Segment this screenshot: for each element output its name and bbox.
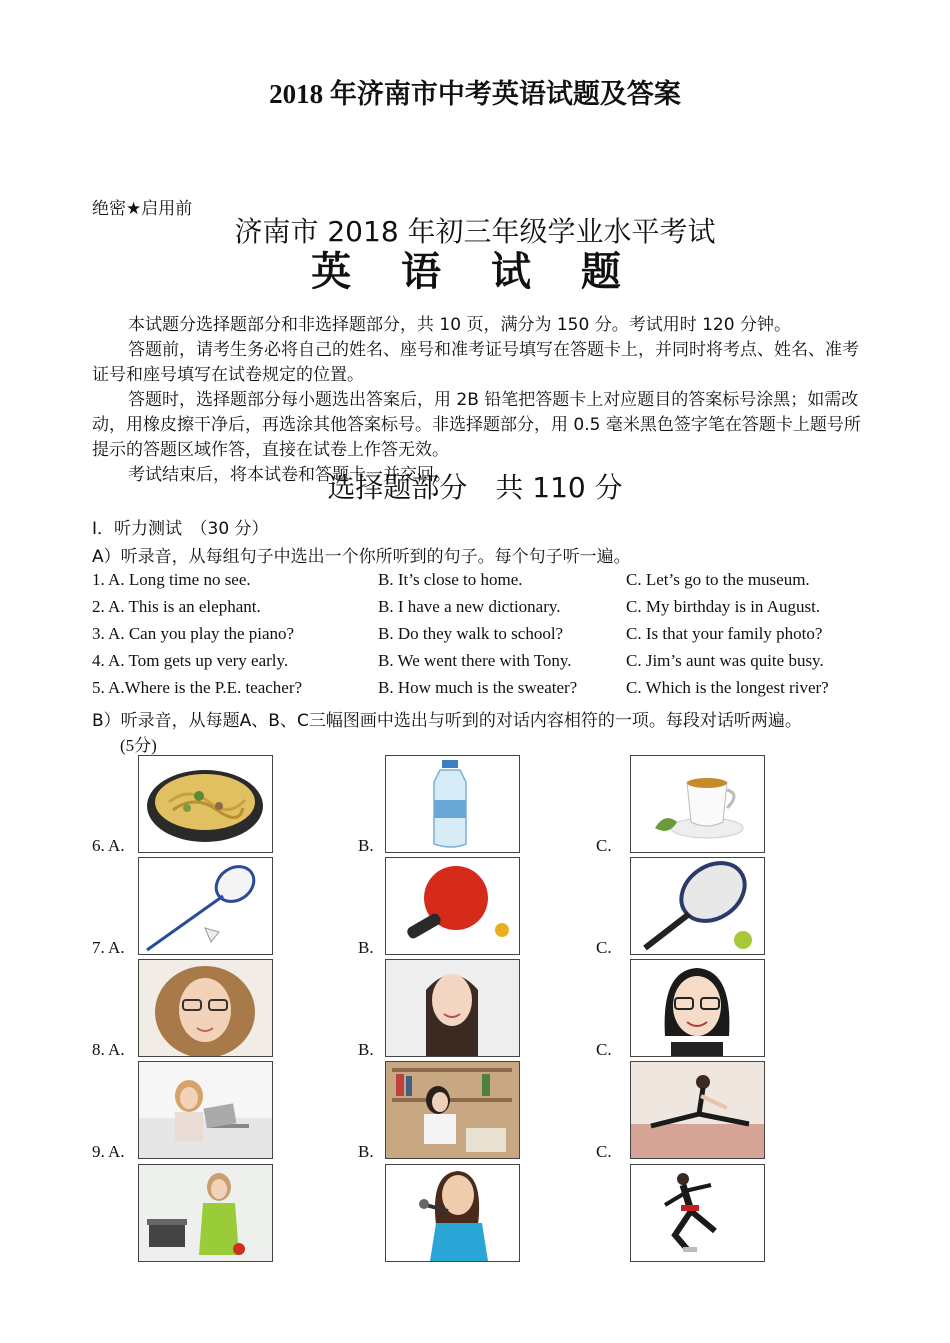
option-a: 5. A.Where is the P.E. teacher? — [92, 678, 303, 697]
long-hair-woman-icon — [385, 959, 520, 1057]
question-number: 7. A. — [92, 938, 125, 957]
girl-reading-icon — [385, 1061, 520, 1159]
option-c: C. Which is the longest river? — [626, 678, 829, 697]
question-number: 9. A. — [92, 1142, 125, 1161]
option-c: C. My birthday is in August. — [626, 597, 821, 616]
girl-singing-icon — [385, 1164, 520, 1262]
option-a: 2. A. This is an elephant. — [92, 597, 261, 616]
option-c-label: C. — [596, 836, 612, 855]
option-a: 3. A. Can you play the piano? — [92, 624, 295, 643]
ping-pong-paddle-icon — [385, 857, 520, 955]
woman-cooking-icon — [138, 1164, 273, 1262]
option-c: C. Let’s go to the museum. — [626, 570, 810, 589]
option-b: B. We went there with Tony. — [378, 651, 572, 670]
water-bottle-icon — [385, 755, 520, 853]
option-b: B. I have a new dictionary. — [378, 597, 561, 616]
subject-title: 英 语 试 题 — [311, 249, 639, 295]
question-number: 8. A. — [92, 1040, 125, 1059]
option-b: B. It’s close to home. — [378, 570, 523, 589]
document-title: 2018 年济南市中考英语试题及答案 — [269, 79, 681, 109]
option-c-label: C. — [596, 1040, 612, 1059]
tennis-racket-icon — [630, 857, 765, 955]
option-c-label: C. — [596, 1142, 612, 1161]
curly-hair-woman-glasses-icon — [138, 959, 273, 1057]
dancer-stretching-icon — [630, 1061, 765, 1159]
option-b-label: B. — [358, 1142, 374, 1161]
option-b: B. How much is the sweater? — [378, 678, 578, 697]
option-c: C. Is that your family photo? — [626, 624, 823, 643]
option-c-label: C. — [596, 938, 612, 957]
ice-skater-icon — [630, 1164, 765, 1262]
partB-score: (5分) — [120, 736, 157, 755]
confidential-mark: 绝密★启用前 — [92, 199, 193, 219]
option-a: 4. A. Tom gets up very early. — [92, 651, 289, 670]
exam-title: 济南市 2018 年初三年级学业水平考试 — [234, 215, 716, 248]
short-hair-woman-glasses-icon — [630, 959, 765, 1057]
section-header: 选择题部分 共 110 分 — [327, 471, 623, 504]
badminton-racket-icon — [138, 857, 273, 955]
woman-laptop-icon — [138, 1061, 273, 1159]
option-b-label: B. — [358, 938, 374, 957]
instruction-3: 答题时，选择题部分每小题选出答案后，用 2B 铅笔把答题卡上对应题目的答案标号涂黑；如需改动，用橡皮擦干净后，再选涂其他答案标号。非选择题部分，用 0.5 毫米黑色签字笔在答题卡上题号所提示的答题区域作答，直接在试卷上作答无效。 — [92, 390, 861, 460]
instruction-2: 答题前，请考生务必将自己的姓名、座号和准考证号填写在答题卡上，并同时将考点、姓名、准考证号和座号填写在试卷规定的位置。 — [92, 340, 859, 385]
noodles-bowl-icon — [138, 755, 273, 853]
option-b-label: B. — [358, 1040, 374, 1059]
instruction-4: 考试结束后，将本试卷和答题卡一并交回。 — [128, 465, 451, 485]
option-a: 1. A. Long time no see. — [92, 570, 251, 589]
partA-instructions: A）听录音，从每组句子中选出一个你所听到的句子。每个句子听一遍。 — [92, 547, 631, 567]
tea-cup-icon — [630, 755, 765, 853]
option-b-label: B. — [358, 836, 374, 855]
instruction-1: 本试题分选择题部分和非选择题部分，共 10 页，满分为 150 分。考试用时 120 分钟。 — [128, 315, 791, 335]
partB-instructions: B）听录音，从每题A、B、C三幅图画中选出与听到的对话内容相符的一项。每段对话听两遍。 — [92, 711, 802, 731]
option-b: B. Do they walk to school? — [378, 624, 564, 643]
option-c: C. Jim’s aunt was quite busy. — [626, 651, 824, 670]
part1-title: I．听力测试 （30 分） — [92, 519, 269, 539]
question-number: 6. A. — [92, 836, 125, 855]
